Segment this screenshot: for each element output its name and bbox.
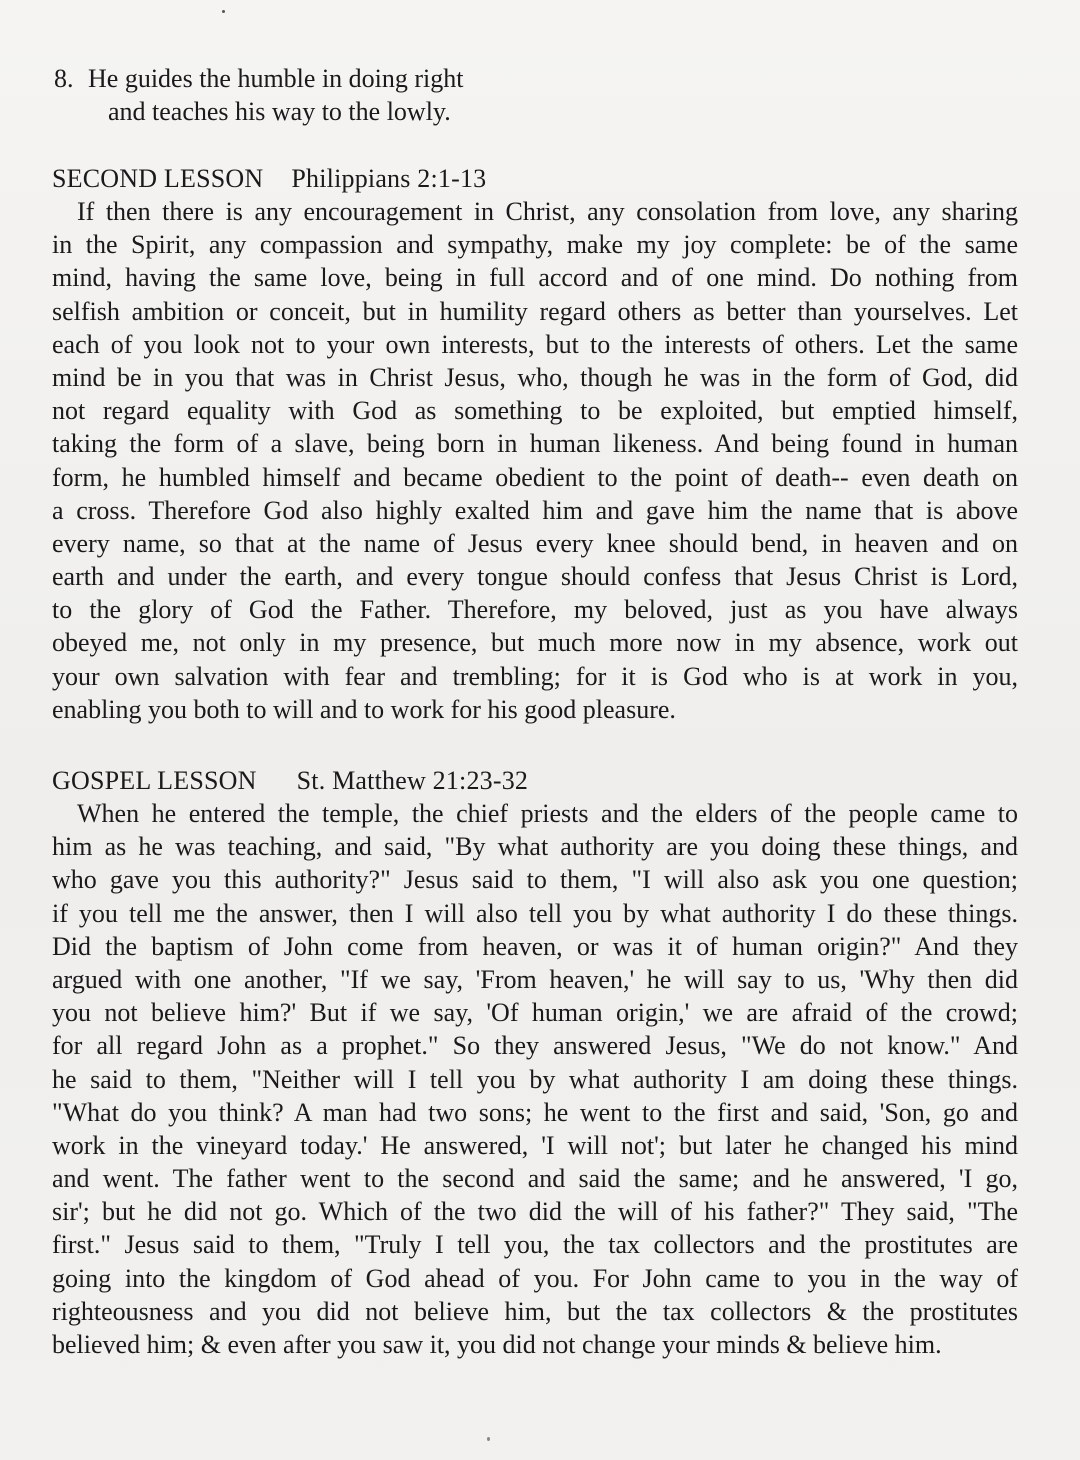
gospel-lesson-line: him as he was teaching, and said, "By what authority are you doing these things, and xyxy=(52,832,1018,862)
gospel-lesson-reference: St. Matthew 21:23-32 xyxy=(296,766,529,795)
second-lesson-line: selfish ambition or conceit, but in humility regard others as better than yourselves. Let xyxy=(52,296,1018,326)
paper-speck-bottom xyxy=(487,1437,490,1441)
gospel-lesson-line: if you tell me the answer, then I will also tell you by what authority I do these things. xyxy=(52,898,1018,928)
gospel-lesson-line: believed him; & even after you saw it, you did not change your minds & believe him. xyxy=(52,1330,942,1359)
gospel-lesson-line: for all regard John as a prophet." So they answered Jesus, "We do not know." And xyxy=(52,1031,1018,1061)
second-lesson-line: If then there is any encouragement in Christ, any consolation from love, any sharing xyxy=(77,197,1018,226)
paper-speck xyxy=(222,10,225,13)
second-lesson-line: taking the form of a slave, being born in human likeness. And being found in human xyxy=(52,429,1018,459)
gospel-lesson-line: sir'; but he did not go. Which of the two did the will of his father?" They said, "The xyxy=(52,1197,1018,1227)
gospel-lesson-line: he said to them, "Neither will I tell you by what authority I am doing these things. xyxy=(52,1064,1018,1094)
second-lesson-reference: Philippians 2:1-13 xyxy=(291,164,487,193)
second-lesson-text xyxy=(52,195,1018,726)
second-lesson-title: SECOND LESSON xyxy=(52,164,264,193)
verse-number: 8. xyxy=(54,64,74,93)
psalm-verse-8 xyxy=(54,62,464,128)
second-lesson-line: in the Spirit, any compassion and sympathy, make my joy complete: be of the same xyxy=(52,230,1018,260)
gospel-lesson-line: Did the baptism of John come from heaven, or was it of human origin?" And they xyxy=(52,931,1018,961)
second-lesson-line: mind, having the same love, being in full accord and of one mind. Do nothing from xyxy=(52,263,1018,293)
verse-line-2: and teaches his way to the lowly. xyxy=(108,97,451,126)
gospel-lesson-line: first." Jesus said to them, "Truly I tell you, the tax collectors and the prostitutes are xyxy=(52,1230,1018,1260)
second-lesson-line: a cross. Therefore God also highly exalted him and gave him the name that is above xyxy=(52,495,1018,525)
gospel-lesson-line: When he entered the temple, the chief priests and the elders of the people came to xyxy=(77,799,1018,828)
gospel-lesson-line: "What do you think? A man had two sons; he went to the first and said, 'Son, go and xyxy=(52,1097,1018,1127)
second-lesson-line: form, he humbled himself and became obedient to the point of death-- even death on xyxy=(52,462,1018,492)
verse-line-1 xyxy=(54,62,464,95)
second-lesson-line: every name, so that at the name of Jesus every knee should bend, in heaven and on xyxy=(52,528,1018,558)
second-lesson-line: to the glory of God the Father. Therefore, my beloved, just as you have always xyxy=(52,595,1018,625)
second-lesson-line: not regard equality with God as something to be exploited, but emptied himself, xyxy=(52,396,1018,426)
second-lesson-line: earth and under the earth, and every tongue should confess that Jesus Christ is Lord, xyxy=(52,562,1018,592)
gospel-lesson-line: and went. The father went to the second and said the same; and he answered, 'I go, xyxy=(52,1164,1018,1194)
gospel-lesson-title: GOSPEL LESSON xyxy=(52,766,257,795)
gospel-lesson-line: you not believe him?' But if we say, 'Of human origin,' we are afraid of the crowd; xyxy=(52,998,1018,1028)
gospel-lesson-line: righteousness and you did not believe him, but the tax collectors & the prostitutes xyxy=(52,1296,1018,1326)
verse-text-1: He guides the humble in doing right xyxy=(88,64,464,93)
second-lesson-line: obeyed me, not only in my presence, but much more now in my absence, work out xyxy=(52,628,1018,658)
gospel-lesson-heading xyxy=(52,766,528,796)
gospel-lesson-line: who gave you this authority?" Jesus said to them, "I will also ask you one question; xyxy=(52,865,1018,895)
second-lesson-line: each of you look not to your own interests, but to the interests of others. Let the same xyxy=(52,329,1018,359)
gospel-lesson-line: work in the vineyard today.' He answered, 'I will not'; but later he changed his mind xyxy=(52,1130,1018,1160)
gospel-lesson-text xyxy=(52,797,1018,1361)
second-lesson-line: mind be in you that was in Christ Jesus, who, though he was in the form of God, did xyxy=(52,362,1018,392)
second-lesson-line: your own salvation with fear and trembling; for it is God who is at work in you, xyxy=(52,661,1018,691)
second-lesson-heading xyxy=(52,164,486,194)
gospel-lesson-line: argued with one another, "If we say, 'From heaven,' he will say to us, 'Why then did xyxy=(52,964,1018,994)
gospel-lesson-line: going into the kingdom of God ahead of you. For John came to you in the way of xyxy=(52,1263,1018,1293)
second-lesson-line: enabling you both to will and to work for his good pleasure. xyxy=(52,694,676,724)
